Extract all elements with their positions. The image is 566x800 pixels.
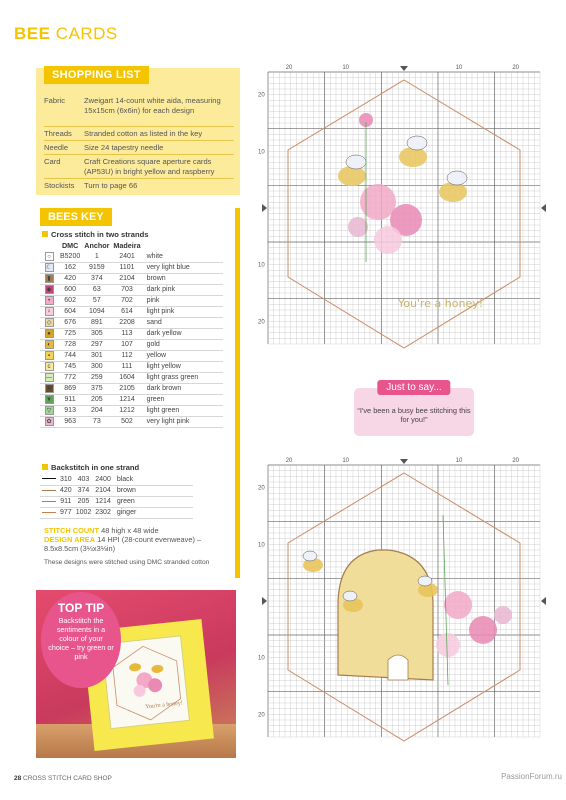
- just-to-say-body: “I've been a busy bee stitching this for you!”: [357, 406, 471, 424]
- key-colour-name: yellow: [143, 350, 223, 361]
- key-madeira: 702: [111, 295, 142, 306]
- bee-body: [399, 147, 427, 167]
- key-symbol: —: [40, 372, 58, 383]
- chart-tick-label: 10: [342, 458, 350, 464]
- key-row: [40, 339, 223, 350]
- key-madeira: 1101: [111, 262, 142, 273]
- key-madeira: 112: [111, 350, 142, 361]
- chart-tick-label: 10: [342, 65, 350, 71]
- key-row: [40, 350, 223, 361]
- col-symbol: [40, 240, 58, 251]
- shopping-key: Fabric: [44, 96, 66, 105]
- bee-wing: [407, 136, 427, 150]
- centre-arrow: [541, 597, 546, 605]
- key-symbol: ◆: [40, 284, 58, 295]
- backstitch-row: [40, 474, 193, 485]
- key-dmc: 420: [58, 273, 82, 284]
- flower-motif: [444, 591, 472, 619]
- page-number: 28: [14, 775, 22, 782]
- bee-wing: [303, 551, 317, 561]
- bee-wing: [447, 171, 467, 185]
- key-row: [40, 284, 223, 295]
- flower-motif: [374, 226, 402, 254]
- key-madeira: 113: [111, 328, 142, 339]
- key-symbol: ▪: [40, 350, 58, 361]
- key-symbol: c: [40, 361, 58, 372]
- key-symbol: ▽: [40, 405, 58, 416]
- chart-tick-label: 20: [512, 458, 520, 464]
- chart-tick-label: 20: [512, 65, 520, 71]
- top-tip-body: Backstitch the sentiments in a colour of your choice – try green or pink: [48, 616, 114, 661]
- backstitch-table: [40, 474, 193, 519]
- shopping-value: Stranded cotton as listed in the key: [84, 129, 203, 138]
- col-madeira: Madeira: [113, 241, 141, 250]
- key-madeira: 1214: [111, 394, 142, 405]
- design-area-value: 14 HPI (28-count evenweave) – 8.5x8.5cm (3⅓x3⅓in): [44, 535, 202, 553]
- key-anchor: 1: [82, 251, 111, 262]
- chart-tick-label: 20: [258, 92, 265, 99]
- bee-body: [338, 166, 366, 186]
- key-anchor: 57: [82, 295, 111, 306]
- chart-tick-label: 20: [258, 712, 265, 719]
- key-colour-name: green: [113, 496, 193, 507]
- key-dmc: 604: [58, 306, 82, 317]
- chart-beehive-grid: [248, 455, 548, 755]
- key-dmc: 602: [58, 295, 82, 306]
- key-anchor: 374: [82, 273, 111, 284]
- shopping-key: Stockists: [44, 181, 75, 190]
- chart-tick-label: 10: [258, 542, 265, 549]
- key-madeira: 2302: [95, 509, 111, 516]
- just-to-say-title: Just to say...: [377, 380, 450, 395]
- cross-stitch-heading-text: Cross stitch in two strands: [51, 230, 149, 239]
- bees-key-title: BEES KEY: [40, 208, 112, 226]
- key-dmc: 162: [58, 262, 82, 273]
- key-row: [40, 405, 223, 416]
- key-dmc: 772: [58, 372, 82, 383]
- shopping-list: [36, 68, 240, 195]
- key-row: [40, 251, 223, 262]
- chart-tick-label: 20: [285, 65, 293, 71]
- key-dmc: 310: [58, 474, 74, 485]
- key-colour-name: pink: [143, 295, 223, 306]
- backstitch-row: [40, 485, 193, 496]
- key-colour-name: light pink: [143, 306, 223, 317]
- key-colour-name: light grass green: [143, 372, 223, 383]
- stitch-count-value: 48 high x 48 wide: [101, 526, 159, 535]
- key-dmc: 745: [58, 361, 82, 372]
- key-dmc: 911: [58, 394, 82, 405]
- shopping-key: Card: [44, 157, 61, 166]
- chart-tick-label: 10: [455, 65, 463, 71]
- backstitch-row: [40, 507, 193, 518]
- key-anchor: 403: [74, 474, 94, 485]
- backstitch-row: [40, 496, 193, 507]
- shopping-key: Threads: [44, 129, 72, 138]
- key-colour-name: gold: [143, 339, 223, 350]
- backstitch-line: [40, 485, 58, 496]
- shopping-value: Craft Creations square aperture cards (AP53U) in bright yellow and raspberry: [84, 157, 215, 176]
- key-anchor: 259: [82, 372, 111, 383]
- cross-stitch-heading: [42, 230, 148, 239]
- bee-wing: [418, 576, 432, 586]
- key-colour-name: ginger: [113, 507, 193, 518]
- cross-stitch-table: [40, 240, 223, 428]
- bees-key: [36, 208, 240, 578]
- key-dmc: 744: [58, 350, 82, 361]
- shopping-row-needle: [44, 143, 234, 153]
- key-madeira: 2400: [93, 474, 113, 485]
- key-dmc: 676: [58, 317, 82, 328]
- key-madeira: 2104: [95, 487, 111, 494]
- flower-motif: [360, 184, 396, 220]
- key-row: [40, 295, 223, 306]
- chart-beehive: [248, 455, 548, 755]
- key-madeira: 111: [111, 361, 142, 372]
- beehive-shape: [338, 550, 433, 680]
- flower-motif: [469, 616, 497, 644]
- chart-tick-label: 20: [285, 458, 293, 464]
- key-colour-name: light yellow: [143, 361, 223, 372]
- key-anchor: 891: [82, 317, 111, 328]
- shopping-row-card: [44, 157, 234, 177]
- flower-motif: [436, 633, 460, 657]
- bee-wing: [343, 591, 357, 601]
- key-symbol: ■: [40, 383, 58, 394]
- page-header: [14, 24, 118, 44]
- key-anchor: 205: [74, 496, 94, 507]
- design-area-label: DESIGN AREA: [44, 535, 96, 544]
- stitch-count: [44, 526, 234, 535]
- key-anchor: 305: [82, 328, 111, 339]
- key-row: [40, 306, 223, 317]
- header-bee: BEE: [14, 24, 51, 43]
- top-tip-badge: [41, 592, 121, 688]
- key-anchor: 73: [82, 416, 111, 427]
- shopping-value: Turn to page 66: [84, 181, 138, 190]
- shopping-row-threads: [44, 129, 234, 139]
- key-row: [40, 328, 223, 339]
- key-dmc: 725: [58, 328, 82, 339]
- key-colour-name: sand: [143, 317, 223, 328]
- shopping-value: Zweigart 14-count white aida, measuring 15x15cm (6x6in) for each design: [84, 96, 221, 115]
- header-cards: CARDS: [55, 24, 118, 43]
- key-symbol: ◇: [40, 317, 58, 328]
- key-symbol: ☾: [40, 262, 58, 273]
- svg-text:You're a honey!: You're a honey!: [145, 700, 184, 711]
- key-anchor: 204: [82, 405, 111, 416]
- key-dmc: 911: [58, 496, 74, 507]
- key-row: [40, 317, 223, 328]
- key-anchor: 9159: [82, 262, 111, 273]
- page-footer: [14, 775, 112, 782]
- key-madeira: 703: [111, 284, 142, 295]
- centre-arrow: [262, 204, 267, 212]
- key-colour-name: dark pink: [143, 284, 223, 295]
- key-colour-name: brown: [113, 485, 193, 496]
- bee-body: [439, 182, 467, 202]
- backstitch-line: [40, 507, 58, 518]
- key-dmc: B5200: [58, 251, 82, 262]
- key-symbol: ○: [40, 251, 58, 262]
- shopping-row-fabric: [44, 96, 234, 116]
- key-dmc: 963: [58, 416, 82, 427]
- key-dmc: 600: [58, 284, 82, 295]
- divider: [44, 178, 234, 179]
- shopping-list-title: SHOPPING LIST: [44, 66, 149, 84]
- key-dmc: 913: [58, 405, 82, 416]
- key-colour-name: dark yellow: [143, 328, 223, 339]
- key-colour-name: black: [113, 474, 193, 485]
- key-colour-name: white: [143, 251, 223, 262]
- key-madeira: 2105: [111, 383, 142, 394]
- beehive-door: [388, 655, 408, 680]
- key-colour-name: very light blue: [143, 262, 223, 273]
- key-madeira: 2208: [111, 317, 142, 328]
- key-row: [40, 383, 223, 394]
- key-madeira: 2401: [111, 251, 142, 262]
- key-dmc: 977: [60, 509, 72, 516]
- key-row: [40, 394, 223, 405]
- chart-bees-flowers-grid: [248, 62, 548, 352]
- shopping-row-stockists: [44, 181, 234, 191]
- key-madeira: 614: [111, 306, 142, 317]
- key-symbol: ▮: [40, 273, 58, 284]
- key-madeira: 1212: [111, 405, 142, 416]
- bee-wing: [346, 155, 366, 169]
- key-symbol: ▼: [40, 394, 58, 405]
- top-tip-title: TOP TIP: [57, 601, 105, 615]
- key-madeira: 107: [111, 339, 142, 350]
- key-symbol: ◐: [40, 339, 58, 350]
- design-area: [44, 535, 234, 553]
- key-colour-name: dark brown: [143, 383, 223, 394]
- centre-arrow: [262, 597, 267, 605]
- key-symbol: ♀: [40, 306, 58, 317]
- flower-motif: [494, 606, 512, 624]
- flower-motif: [348, 217, 368, 237]
- backstitch-heading: [42, 463, 139, 472]
- centre-arrow: [400, 459, 408, 464]
- key-madeira: 502: [111, 416, 142, 427]
- key-anchor: 301: [82, 350, 111, 361]
- key-madeira: 2104: [111, 273, 142, 284]
- key-symbol: ✿: [40, 416, 58, 427]
- key-anchor: 205: [82, 394, 111, 405]
- chart-tick-label: 20: [258, 319, 265, 326]
- key-symbol: •: [40, 295, 58, 306]
- col-name: [143, 240, 223, 251]
- magazine-name: CROSS STITCH CARD SHOP: [23, 775, 112, 782]
- chart-tick-label: 10: [258, 262, 265, 269]
- watermark: PassionForum.ru: [501, 772, 562, 781]
- key-dmc: 728: [58, 339, 82, 350]
- just-to-say-box: [354, 382, 474, 436]
- centre-arrow: [400, 66, 408, 71]
- divider: [44, 126, 234, 127]
- key-colour-name: green: [143, 394, 223, 405]
- thread-note: These designs were stitched using DMC stranded cotton: [44, 559, 210, 566]
- chart-tick-label: 20: [258, 485, 265, 492]
- chart-bees-flowers: [248, 62, 548, 352]
- key-anchor: 300: [82, 361, 111, 372]
- centre-arrow: [541, 204, 546, 212]
- key-madeira: 1604: [111, 372, 142, 383]
- shopping-value: Size 24 tapestry needle: [84, 143, 164, 152]
- backstitch-line: [40, 496, 58, 507]
- chart-sentiment-text: You're a honey!: [398, 297, 484, 310]
- key-row: [40, 273, 223, 284]
- key-row: [40, 372, 223, 383]
- stitch-count-label: STITCH COUNT: [44, 526, 100, 535]
- key-row: [40, 416, 223, 427]
- card-photo: [36, 590, 236, 758]
- key-anchor: 1094: [82, 306, 111, 317]
- chart-tick-label: 10: [258, 655, 265, 662]
- divider: [44, 154, 234, 155]
- backstitch-heading-text: Backstitch in one strand: [51, 463, 140, 472]
- col-dmc: DMC: [61, 241, 79, 250]
- key-anchor: 63: [82, 284, 111, 295]
- key-row: [40, 262, 223, 273]
- key-dmc: 869: [58, 383, 82, 394]
- key-colour-name: light green: [143, 405, 223, 416]
- key-madeira: 1214: [95, 498, 111, 505]
- col-anchor: Anchor: [84, 241, 110, 250]
- key-anchor: 1002: [75, 509, 92, 516]
- key-anchor: 375: [82, 383, 111, 394]
- key-colour-name: brown: [143, 273, 223, 284]
- divider: [44, 140, 234, 141]
- key-anchor: 374: [74, 485, 94, 496]
- key-row: [40, 361, 223, 372]
- key-colour-name: very light pink: [143, 416, 223, 427]
- key-dmc: 420: [60, 487, 72, 494]
- chart-tick-label: 10: [455, 458, 463, 464]
- key-symbol: ●: [40, 328, 58, 339]
- shopping-key: Needle: [44, 143, 69, 152]
- chart-tick-label: 10: [258, 149, 265, 156]
- key-anchor: 297: [82, 339, 111, 350]
- backstitch-line: [40, 474, 58, 485]
